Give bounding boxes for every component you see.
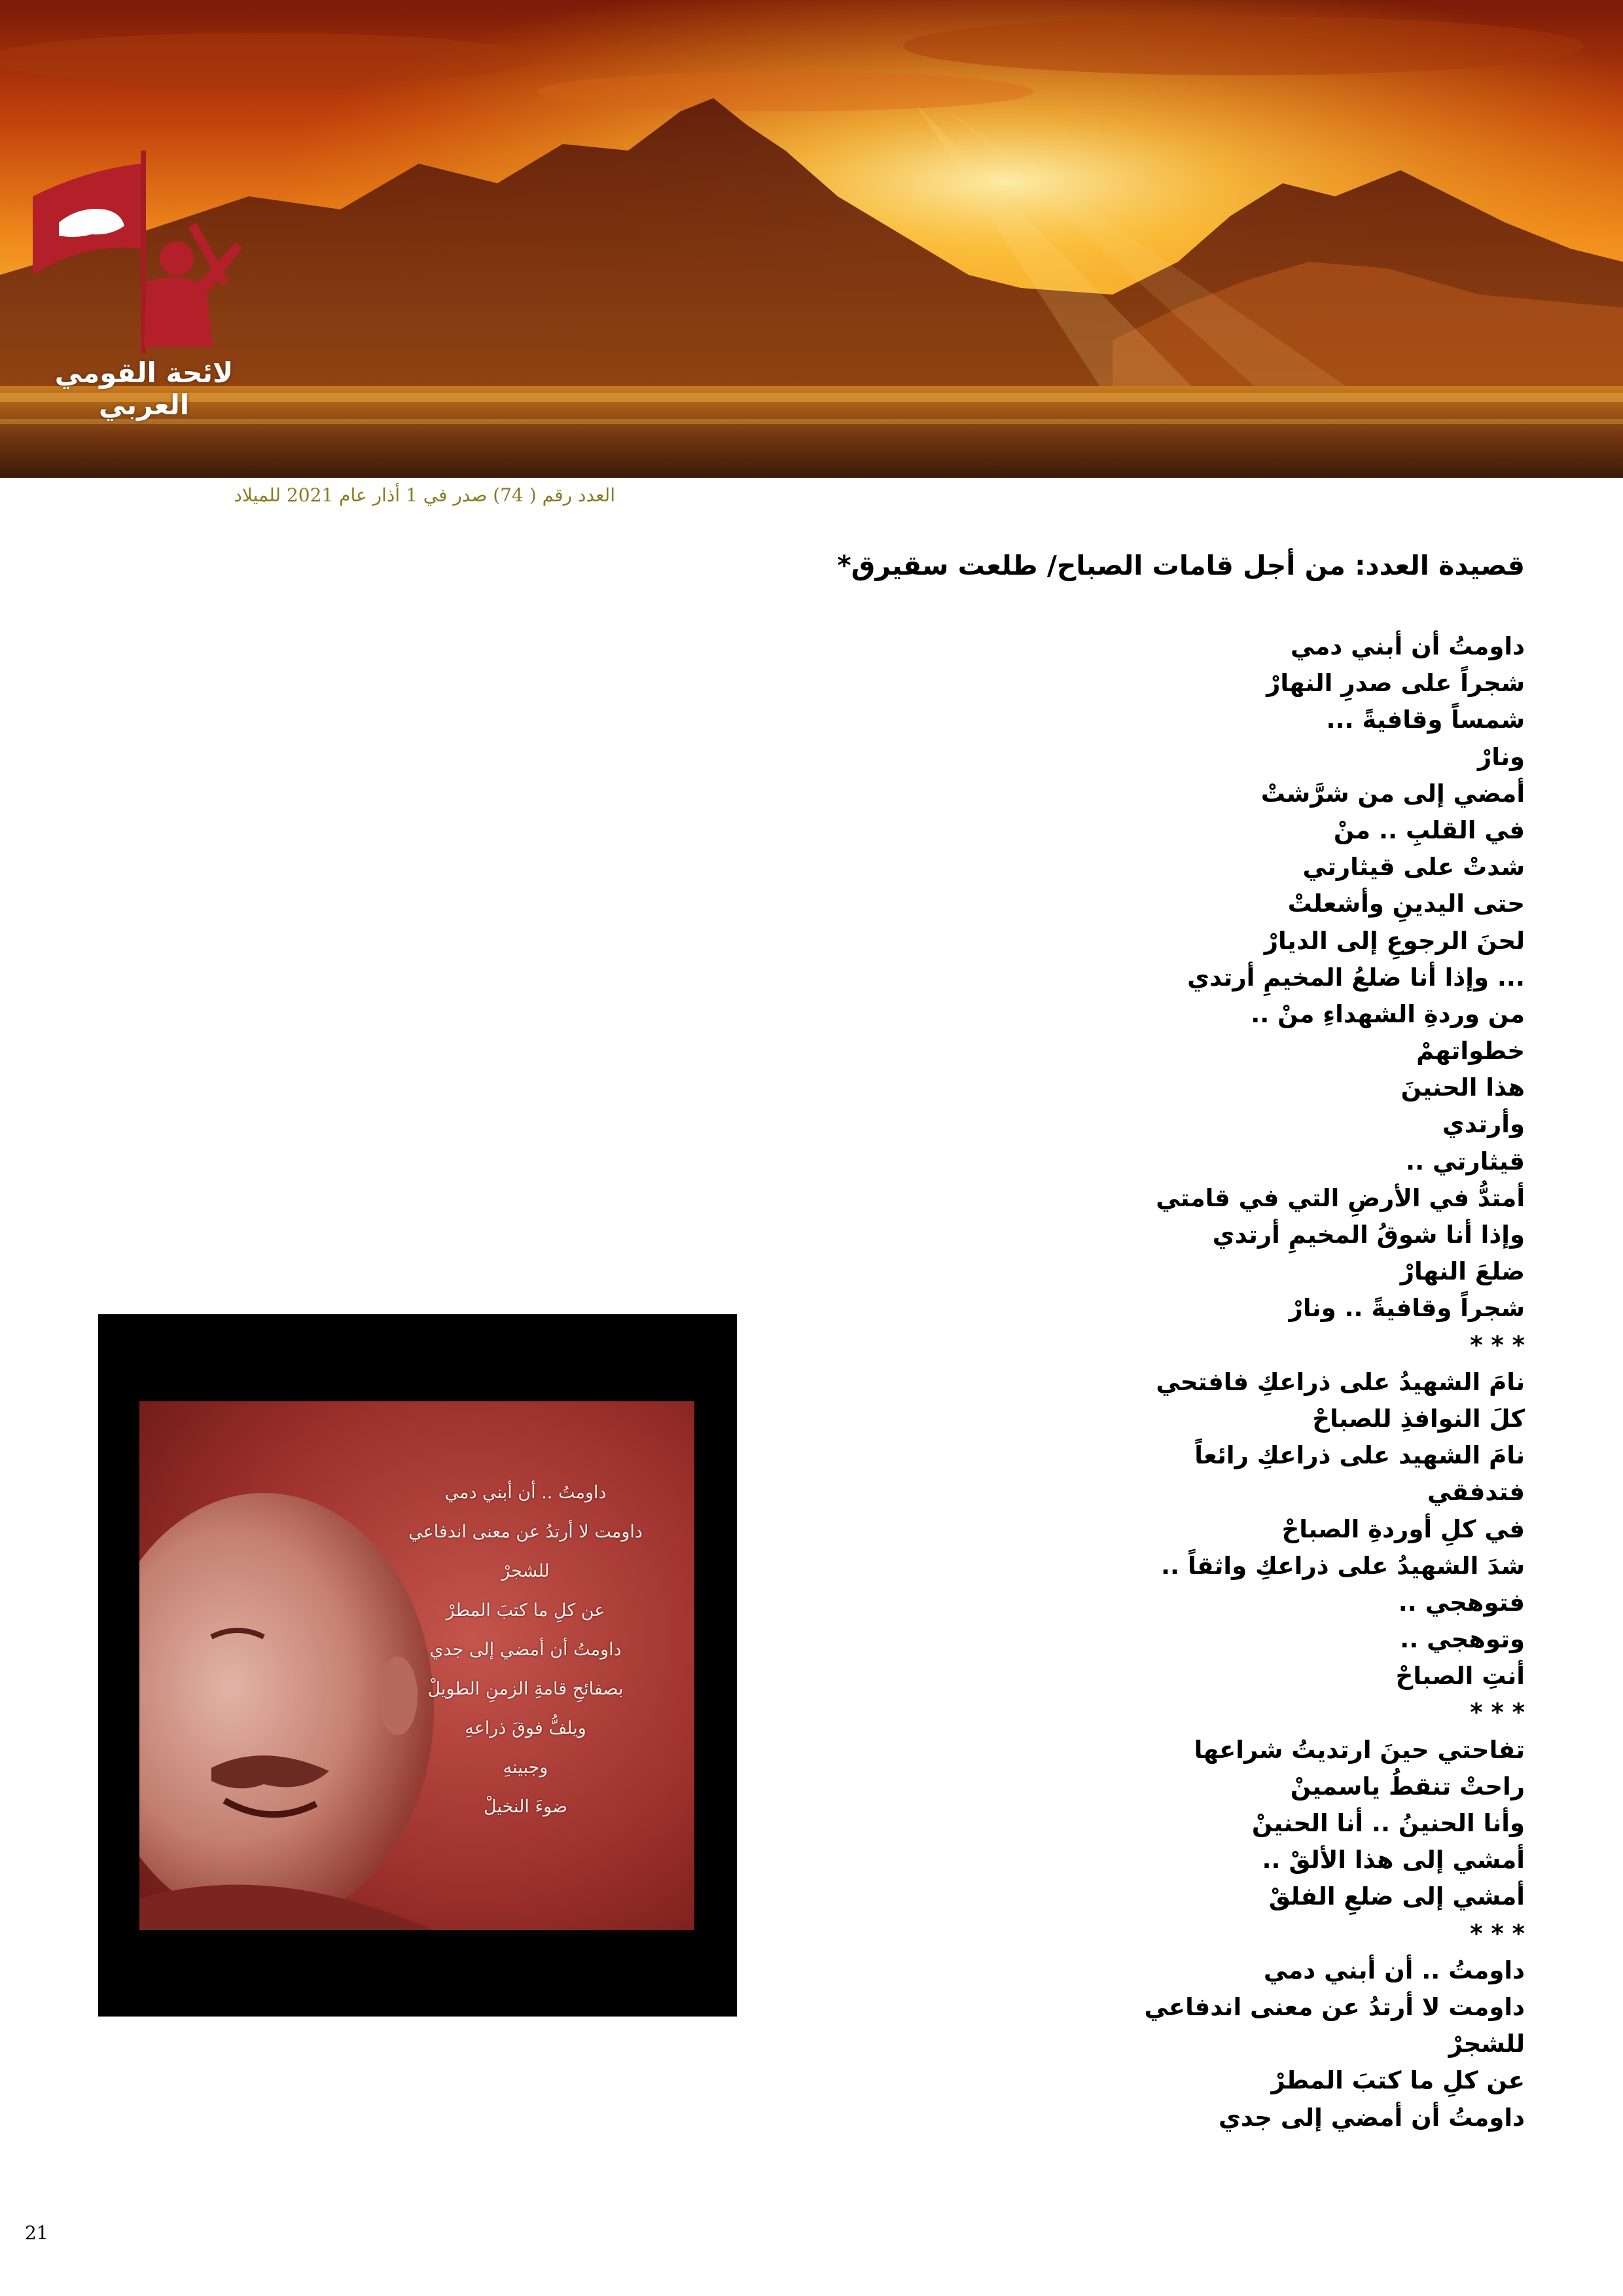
poem-line: نامَ الشهيدُ على ذراعكِ فافتحي — [1156, 1367, 1525, 1396]
photo-line: عن كلِ ما كتبَ المطرْ — [446, 1600, 605, 1621]
poem-line: وأرتدي — [1442, 1110, 1525, 1139]
poem-line: وأنا الحنينُ .. أنا الحنينْ — [1251, 1809, 1525, 1837]
stanza-separator: * * * — [1470, 1331, 1525, 1359]
poem-line: من وردةِ الشهداءِ منْ .. — [1251, 999, 1525, 1028]
poem-line: شدتْ على قيثارتي — [1302, 853, 1525, 882]
poem-line: أمشي إلى هذا الألقْ .. — [1262, 1846, 1525, 1874]
poem-line: كلَ النوافذِ للصباحْ — [1312, 1404, 1525, 1433]
poet-photo-frame — [98, 1314, 737, 2017]
poet-photo — [139, 1401, 694, 1930]
photo-poem-excerpt — [375, 1473, 676, 1827]
page-number: 21 — [25, 2222, 48, 2244]
poem-body — [936, 628, 1525, 2136]
poem-line: أمتدُّ في الأرضِ التي في قامتي — [1156, 1183, 1525, 1212]
poem-line: عن كلِ ما كتبَ المطرْ — [1271, 2066, 1525, 2095]
issue-info: العدد رقم ( 74) صدر في 1 أذار عام 2021 للميلاد — [234, 484, 615, 506]
poem-line: تفاحتي حينَ ارتديتُ شراعها — [1194, 1735, 1525, 1764]
poem-line: راحتْ تنقطُ ياسمينْ — [1290, 1772, 1525, 1801]
poem-line: شمساً وقافيةً ... — [1326, 706, 1525, 734]
header-banner — [0, 0, 1623, 478]
poem-line: وتوهجي .. — [1400, 1625, 1525, 1654]
stanza-separator: * * * — [1470, 1698, 1525, 1727]
poem-line: أمضي إلى من شرَّشتْ — [1260, 779, 1525, 808]
poem-line: في كلِ أوردةِ الصباحْ — [1281, 1515, 1525, 1543]
photo-line: وجبينهِ — [503, 1757, 548, 1778]
poem-line: خطواتهمْ — [1416, 1037, 1525, 1066]
poem-line: فتوهجي .. — [1398, 1588, 1525, 1617]
photo-line: بصفائحِ قامةِ الزمنِ الطويلْ — [427, 1679, 624, 1699]
poem-line: نامَ الشهيد على ذراعكِ رائعاً — [1194, 1441, 1525, 1470]
photo-line: ضوءَ النخيلْ — [483, 1797, 568, 1817]
flag-fighter-logo — [13, 144, 288, 360]
poem-line: للشجرْ — [1448, 2030, 1525, 2058]
poem-line: داومتُ .. أن أبني دمي — [1263, 1956, 1525, 1984]
logo-caption: لائحة القومي العربي — [54, 357, 234, 421]
poem-line: شدَ الشهيدُ على ذراعكِ واثقاً .. — [1160, 1551, 1525, 1580]
poem-line: شجراً على صدرِ النهارْ — [1266, 669, 1525, 698]
poem-line: هذا الحنينَ — [1400, 1073, 1525, 1102]
poem-line: ... وإذا أنا ضلعُ المخيمِ أرتدي — [1187, 963, 1525, 992]
poem-line: أمشي إلى ضلعِ الفلقْ — [1268, 1882, 1525, 1911]
photo-line: للشجرْ — [501, 1561, 550, 1581]
poem-line: ضلعَ النهارْ — [1400, 1257, 1525, 1286]
photo-line: داومت لا أرتدُ عن معنى اندفاعي — [408, 1522, 643, 1542]
poem-line: فتدفقي — [1427, 1478, 1525, 1507]
poem-line: قيثارتي .. — [1406, 1147, 1525, 1175]
poem-line: في القلبِ .. منْ — [1333, 816, 1525, 844]
poem-line: داومتُ أن أمضي إلى جدي — [1219, 2103, 1525, 2132]
poem-line: داومتُ أن أبني دمي — [1290, 632, 1525, 660]
poem-line: داومت لا أرتدُ عن معنى اندفاعي — [1144, 1992, 1525, 2021]
poem-line: حتى اليدينِ وأشعلتْ — [1287, 889, 1525, 918]
poem-line: وإذا أنا شوقُ المخيمِ أرتدي — [1212, 1221, 1525, 1249]
poem-line: ونارْ — [1477, 742, 1525, 771]
poem-line: لحنَ الرجوعِ إلى الديارْ — [1264, 926, 1525, 955]
photo-line: ويلفُّ فوقَ ذراعهِ — [465, 1718, 586, 1738]
poem-title: قصيدة العدد: من أجل قامات الصباح/ طلعت سقيرق* — [837, 550, 1525, 581]
photo-line: داومتُ .. أن أبني دمي — [444, 1482, 607, 1503]
photo-line: داومتُ أن أمضي إلى جدي — [429, 1640, 622, 1660]
poem-line: شجراً وقافيةً .. ونارْ — [1289, 1294, 1525, 1323]
stanza-separator: * * * — [1470, 1919, 1525, 1948]
poem-line: أنتِ الصباحْ — [1395, 1662, 1525, 1691]
